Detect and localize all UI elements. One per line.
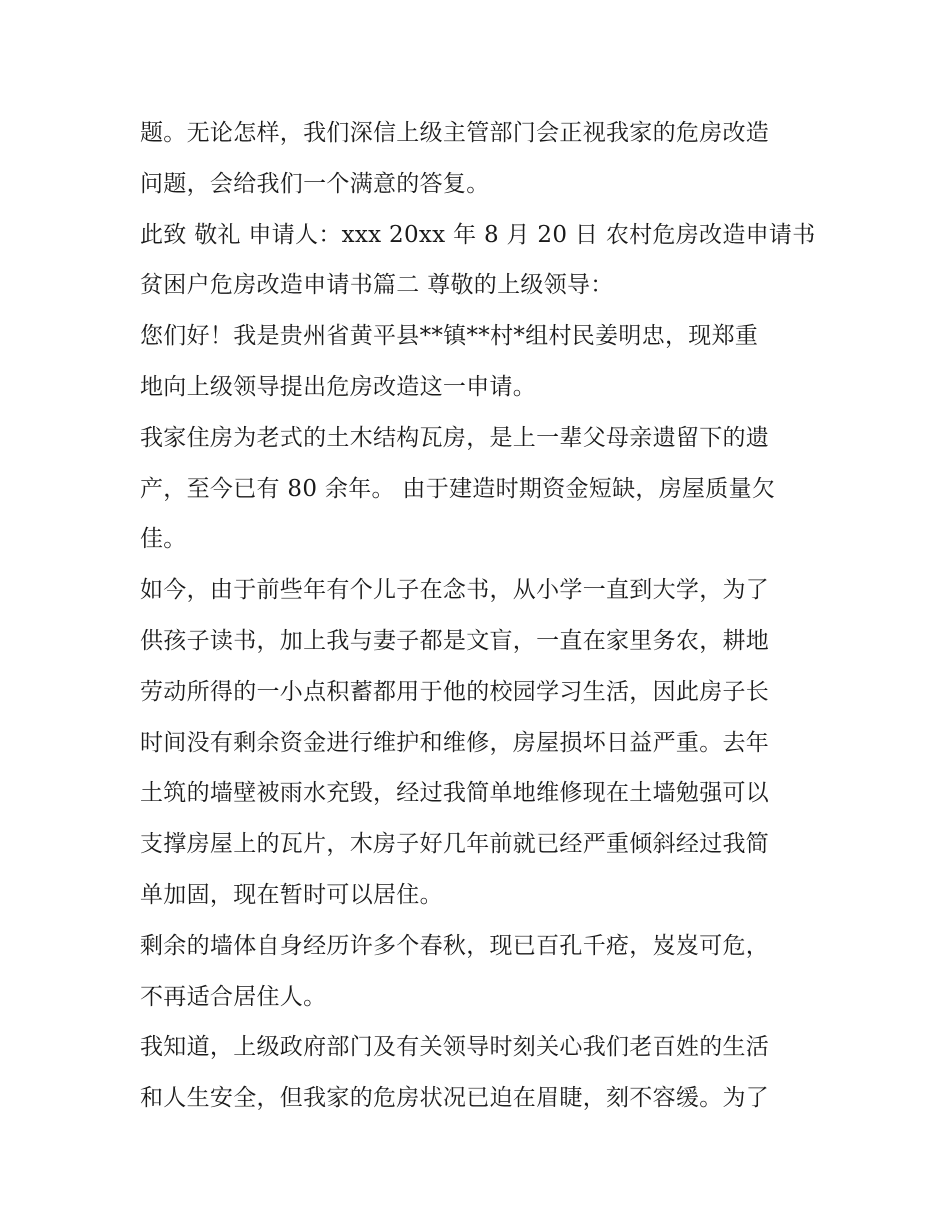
text-line: 土筑的墙壁被雨水充毁，经过我简单地维修现在土墙勉强可以 [140, 780, 770, 807]
text-line: 劳动所得的一小点积蓄都用于他的校园学习生活，因此房子长 [140, 678, 770, 705]
text-line: 题。无论怎样，我们深信上级主管部门会正视我家的危房改造 [140, 120, 770, 146]
text-line: 时间没有剩余资金进行维护和维修，房屋损坏日益严重。去年 [140, 729, 770, 756]
text-line: 单加固，现在暂时可以居住。 [140, 881, 443, 908]
text-line: 我家住房为老式的土木结构瓦房，是上一辈父母亲遗留下的遗 [140, 424, 770, 451]
text-line: 佳。 [140, 526, 187, 553]
text-line: 我知道，上级政府部门及有关领导时刻关心我们老百姓的生活 [140, 1034, 770, 1061]
text-line: 产，至今已有 80 余年。 由于建造时期资金短缺，房屋质量欠 [140, 475, 776, 502]
text-line: 和人生安全，但我家的危房状况已迫在眉睫，刻不容缓。为了 [140, 1085, 770, 1112]
text-line: 如今，由于前些年有个儿子在念书，从小学一直到大学，为了 [140, 577, 770, 604]
text-line: 问题，会给我们一个满意的答复。 [140, 170, 490, 197]
text-line: 此致 敬礼 申请人：xxx 20xx 年 8 月 20 日 农村危房改造申请书 [140, 221, 816, 248]
text-line: 贫困户危房改造申请书篇二 尊敬的上级领导： [140, 272, 614, 299]
text-line: 不再适合居住人。 [140, 983, 327, 1010]
body-text [140, 108, 820, 1124]
text-line: 支撑房屋上的瓦片，木房子好几年前就已经严重倾斜经过我简 [140, 831, 770, 858]
text-line: 地向上级领导提出危房改造这一申请。 [140, 373, 537, 400]
text-line: 供孩子读书，加上我与妻子都是文盲，一直在家里务农，耕地 [140, 627, 770, 654]
text-line: 剩余的墙体自身经历许多个春秋，现已百孔千疮，岌岌可危， [140, 932, 770, 959]
text-line: 您们好！我是贵州省黄平县**镇**村*组村民姜明忠，现郑重 [140, 323, 759, 350]
